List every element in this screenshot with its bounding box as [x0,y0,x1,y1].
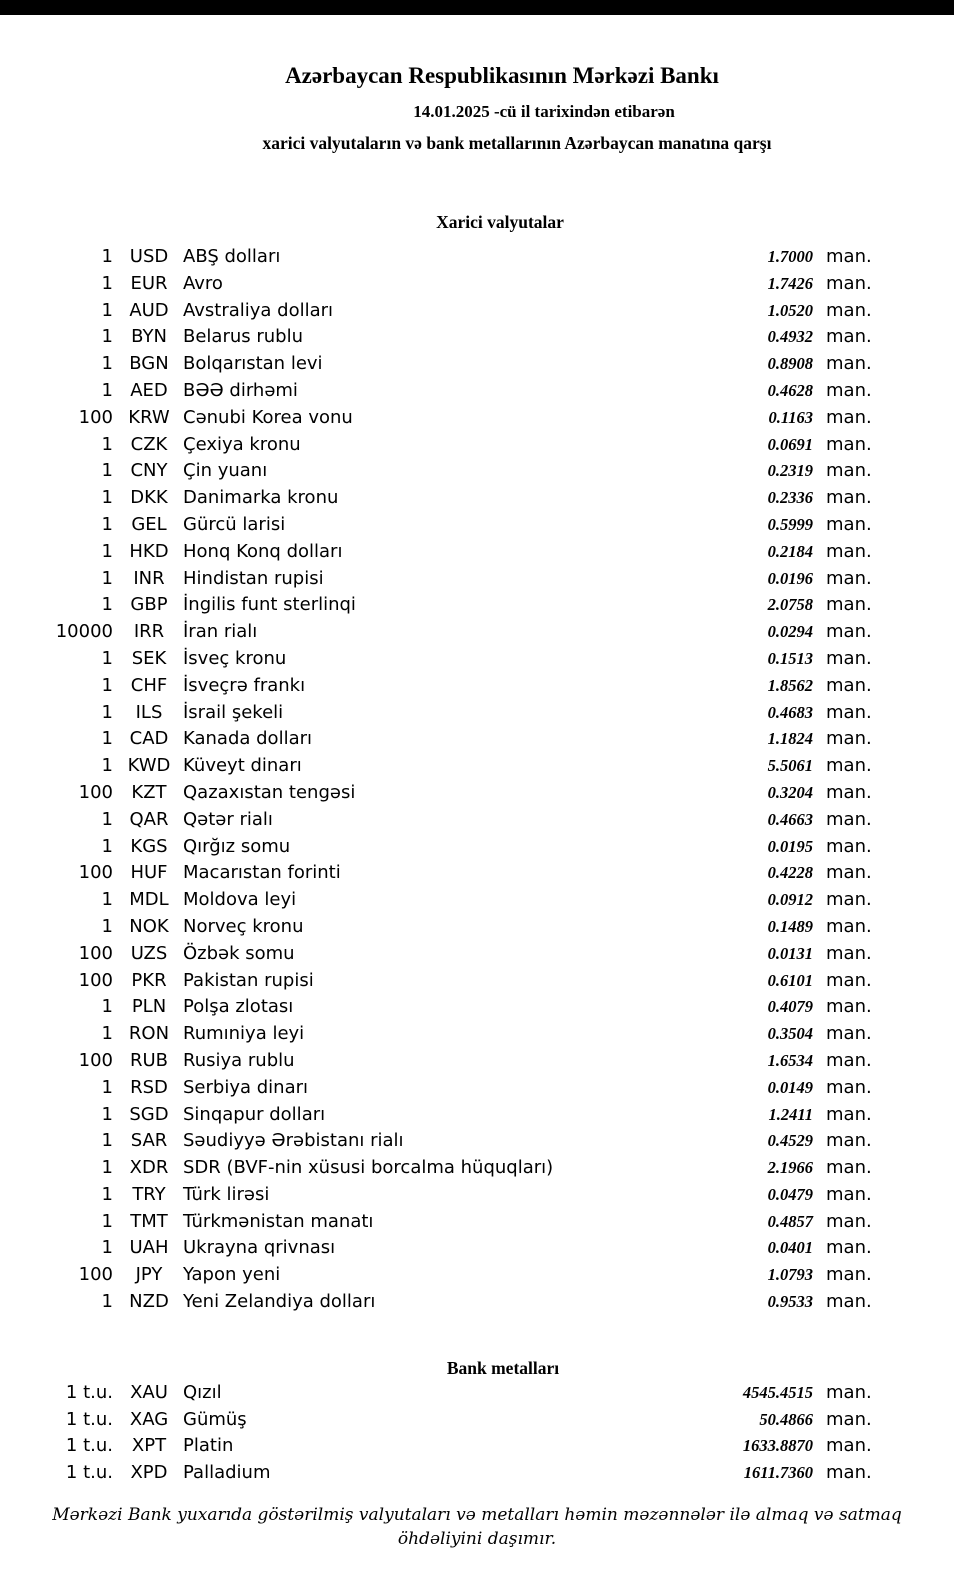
currency-name: Çexiya kronu [183,433,301,455]
currency-name: İsrail şekeli [183,701,284,723]
rate-value: 1.8562 [767,675,813,695]
currency-code: PKR [131,969,167,991]
currency-name: Avro [183,272,223,294]
rate-value: 0.3504 [767,1024,813,1044]
unit-label: man. [826,1130,872,1152]
currency-code: GBP [130,594,168,616]
rate-row [0,1182,954,1209]
rate-quantity: 10000 [55,621,113,643]
unit-label: man. [826,647,872,669]
unit-label: man. [826,1264,872,1286]
currency-name: Qətər rialı [183,808,273,830]
rate-quantity: 100 [78,969,113,991]
currency-name: Macarıstan forinti [183,862,341,884]
rate-row [0,405,954,432]
rate-value: 0.9533 [767,1292,813,1312]
rate-quantity: 1 [101,272,113,294]
currency-name: Küveyt dinarı [183,755,302,777]
unit-label: man. [826,1381,872,1403]
currency-code: KWD [127,755,171,777]
currency-name: Hindistan rupisi [183,567,324,589]
rate-value: 0.4932 [767,327,813,347]
currency-name: Kanada dolları [183,728,313,750]
effective-date-line: 14.01.2025 -cü il tarixindən etibarən [413,102,675,121]
rate-row [0,1075,954,1102]
rate-value: 0.0479 [767,1184,813,1204]
currency-name: Çin yuanı [183,460,268,482]
rate-row [0,914,954,941]
rate-quantity: 1 [101,808,113,830]
unit-label: man. [826,969,872,991]
rate-value: 0.2336 [767,488,813,508]
currency-name: ABŞ dolları [183,246,281,267]
rate-value: 0.1489 [767,916,813,936]
rate-quantity: 1 [101,1103,113,1125]
rate-quantity: 100 [78,1264,113,1286]
rate-quantity: 1 [101,513,113,535]
rate-quantity: 100 [78,862,113,884]
currency-code: SEK [131,647,167,669]
rate-quantity: 1 t.u. [65,1381,113,1403]
unit-label: man. [826,1023,872,1045]
currency-name: Belarus rublu [183,326,304,348]
rate-quantity: 100 [78,406,113,428]
unit-label: man. [826,1049,872,1071]
unit-label: man. [826,246,872,267]
currency-name: Yeni Zelandiya dolları [183,1291,376,1313]
rate-row [0,351,954,378]
rate-row [0,298,954,325]
currency-code: UAH [129,1237,169,1259]
unit-label: man. [826,299,872,321]
rate-quantity: 1 [101,594,113,616]
unit-label: man. [826,915,872,937]
rate-row [0,780,954,807]
unit-label: man. [826,1183,872,1205]
currency-code: QAR [129,808,169,830]
rate-row [0,646,954,673]
currency-code: AED [130,379,168,401]
rate-value: 2.0758 [767,595,813,615]
rate-row [0,700,954,727]
rate-value: 1.6534 [767,1050,813,1070]
currency-code: CNY [130,460,168,482]
rate-value: 4545.4515 [742,1382,813,1402]
currency-code: USD [129,246,169,267]
currency-code: XAU [130,1381,168,1403]
rate-quantity: 1 [101,433,113,455]
rate-value: 1633.8870 [742,1436,813,1456]
rate-value: 0.0149 [767,1077,813,1097]
metals-section-heading: Bank metalları [446,1357,560,1378]
rate-quantity: 100 [78,781,113,803]
rate-value: 1.2411 [768,1104,813,1124]
rate-value: 0.0401 [767,1238,813,1258]
currency-name: Türkmənistan manatı [183,1210,374,1232]
currency-code: XDR [129,1157,169,1179]
currency-name: Gürcü larisi [183,513,286,535]
unit-label: man. [826,1210,872,1232]
currency-code: EUR [130,272,168,294]
rate-value: 0.8908 [767,354,813,374]
unit-label: man. [826,326,872,348]
unit-label: man. [826,567,872,589]
currency-name: Qazaxıstan tengəsi [183,781,356,803]
unit-label: man. [826,1103,872,1125]
rate-row [0,994,954,1021]
rate-quantity: 1 [101,1130,113,1152]
currency-name: Qızıl [183,1381,222,1403]
rate-quantity: 100 [78,942,113,964]
rate-quantity: 1 [101,1183,113,1205]
rate-row [0,1433,954,1460]
rate-quantity: 1 [101,1210,113,1232]
currency-name: Danimarka kronu [183,487,339,509]
unit-label: man. [826,433,872,455]
currency-code: CHF [130,674,168,696]
rate-quantity: 1 [101,1291,113,1313]
rate-row [0,539,954,566]
rate-value: 0.2319 [767,461,813,481]
currency-code: UZS [130,942,168,964]
currency-name: SDR (BVF-nin xüsusi borcalma hüquqları) [183,1157,554,1179]
unit-label: man. [826,1076,872,1098]
top-black-bar [0,0,954,15]
rate-value: 0.0195 [767,836,813,856]
unit-label: man. [826,728,872,750]
rate-quantity: 1 t.u. [65,1408,113,1430]
unit-label: man. [826,889,872,911]
rate-value: 1.1824 [767,729,813,749]
rate-row [0,1380,954,1407]
currency-name: İsveç kronu [183,647,287,669]
rate-value: 0.4663 [767,809,813,829]
currency-code: RSD [130,1076,168,1098]
rate-row [0,566,954,593]
currency-name: İsveçrə frankı [183,674,306,696]
rate-quantity: 1 [101,246,113,267]
unit-label: man. [826,1435,872,1457]
page-title: Azərbaycan Respublikasının Mərkəzi Bankı [285,63,719,88]
currency-name: İran rialı [183,621,258,643]
rate-row [0,1048,954,1075]
currency-code: CZK [130,433,168,455]
rate-quantity: 1 [101,1076,113,1098]
rate-value: 50.4866 [759,1409,813,1429]
rate-value: 0.4628 [767,380,813,400]
unit-label: man. [826,487,872,509]
unit-label: man. [826,942,872,964]
rate-row [0,887,954,914]
unit-label: man. [826,1157,872,1179]
rate-value: 0.0912 [767,890,813,910]
rate-quantity: 1 t.u. [65,1435,113,1457]
currency-code: ILS [135,701,163,723]
currency-code: KZT [131,781,167,803]
currency-code: KGS [130,835,168,857]
currency-code: TRY [132,1183,166,1205]
currency-code: RUB [129,1049,169,1071]
rate-quantity: 100 [78,1049,113,1071]
rate-row [0,458,954,485]
currency-code: NOK [129,915,169,937]
currency-name: Sinqapur dolları [183,1103,326,1125]
rate-quantity: 1 [101,487,113,509]
rate-value: 0.3204 [767,782,813,802]
unit-label: man. [826,513,872,535]
currency-name: Polşa zlotası [183,996,294,1018]
rate-value: 0.0691 [767,434,813,454]
unit-label: man. [826,406,872,428]
unit-label: man. [826,862,872,884]
currency-name: Gümüş [183,1408,247,1430]
currency-name: Norveç kronu [183,915,304,937]
currency-name: Özbək somu [183,942,295,964]
rate-quantity: 1 [101,996,113,1018]
rate-value: 1.7000 [767,247,813,266]
rate-row [0,1128,954,1155]
rate-row [0,1235,954,1262]
rate-quantity: 1 [101,299,113,321]
unit-label: man. [826,379,872,401]
currency-code: PLN [131,996,167,1018]
unit-label: man. [826,621,872,643]
rate-quantity: 1 [101,326,113,348]
rate-quantity: 1 [101,674,113,696]
rate-quantity: 1 [101,353,113,375]
rate-quantity: 1 t.u. [65,1462,113,1484]
rate-row [0,860,954,887]
rate-quantity: 1 [101,889,113,911]
rate-row [0,271,954,298]
rate-quantity: 1 [101,915,113,937]
unit-label: man. [826,1237,872,1259]
rate-row [0,1155,954,1182]
rate-row [0,834,954,861]
rate-value: 0.6101 [767,970,813,990]
rate-value: 5.5061 [767,756,813,776]
currency-code: JPY [135,1264,163,1286]
currency-name: Səudiyyə Ərəbistanı rialı [183,1130,404,1152]
rate-row [0,432,954,459]
rate-row [0,1021,954,1048]
currency-name: Moldova leyi [183,889,297,911]
rate-row [0,1102,954,1129]
rate-row [0,941,954,968]
currency-code: BGN [129,353,169,375]
currency-code: RON [128,1023,170,1045]
currency-rate-table [0,244,954,1316]
rate-quantity: 1 [101,1237,113,1259]
currency-code: DKK [130,487,168,509]
rate-value: 1.0793 [767,1265,813,1285]
rate-quantity: 1 [101,755,113,777]
currency-name: Rusiya rublu [183,1049,295,1071]
currency-code: AUD [129,299,169,321]
rate-value: 1611.7360 [743,1463,813,1483]
currency-name: Bolqarıstan levi [183,353,323,375]
currency-name: Honq Konq dolları [183,540,343,562]
unit-label: man. [826,594,872,616]
rate-row [0,619,954,646]
currency-code: HUF [130,862,168,884]
rate-quantity: 1 [101,567,113,589]
unit-label: man. [826,808,872,830]
rate-row [0,807,954,834]
rate-value: 0.4683 [767,702,813,722]
rate-value: 1.0520 [767,300,813,320]
currency-name: İngilis funt sterlinqi [183,594,356,616]
currency-code: HKD [129,540,169,562]
currency-code: XAG [129,1408,169,1430]
rate-value: 0.1163 [768,407,813,427]
rate-quantity: 1 [101,647,113,669]
currency-name: Avstraliya dolları [183,299,334,321]
rate-row [0,244,954,271]
currency-code: BYN [131,326,167,348]
rate-quantity: 1 [101,540,113,562]
rate-quantity: 1 [101,728,113,750]
rate-quantity: 1 [101,379,113,401]
unit-label: man. [826,540,872,562]
unit-label: man. [826,755,872,777]
rate-quantity: 1 [101,835,113,857]
page-subtitle: xarici valyutaların və bank metallarının Azərbaycan manatına qarşı [262,133,772,153]
rate-row [0,512,954,539]
currency-name: Platin [183,1435,234,1457]
currency-name: Ukrayna qrivnası [183,1237,336,1259]
currencies-section-heading: Xarici valyutalar [436,212,564,232]
currency-code: KRW [128,406,170,428]
rate-row [0,1209,954,1236]
currency-code: MDL [129,889,169,911]
rate-value: 0.0294 [767,622,813,642]
rate-value: 0.1513 [767,648,813,668]
currency-name: Serbiya dinarı [183,1076,308,1098]
rate-row [0,1407,954,1434]
currency-code: TMT [130,1210,168,1232]
currency-code: XPD [130,1462,168,1484]
currency-name: Türk lirəsi [183,1183,270,1205]
currency-name: Palladium [183,1462,271,1484]
rate-row [0,1289,954,1316]
rate-value: 2.1966 [767,1158,813,1178]
unit-label: man. [826,701,872,723]
rate-row [0,968,954,995]
rate-row [0,378,954,405]
currency-code: CAD [129,728,169,750]
currency-code: IRR [133,621,165,643]
rate-row [0,324,954,351]
currency-code: GEL [131,513,167,535]
rate-value: 0.4228 [767,863,813,883]
rate-row [0,753,954,780]
unit-label: man. [826,996,872,1018]
rate-quantity: 1 [101,1023,113,1045]
rate-value: 0.0131 [767,943,813,963]
unit-label: man. [826,1462,872,1484]
rate-value: 0.4529 [767,1131,813,1151]
currency-code: XPT [131,1435,167,1457]
rate-row [0,726,954,753]
rate-value: 0.5999 [767,514,813,534]
rate-quantity: 1 [101,701,113,723]
currency-code: SAR [130,1130,168,1152]
currency-name: BƏƏ dirhəmi [183,379,298,401]
unit-label: man. [826,460,872,482]
rate-row [0,485,954,512]
currency-code: NZD [129,1291,169,1313]
unit-label: man. [826,674,872,696]
rate-value: 0.2184 [767,541,813,561]
rate-value: 0.4079 [767,997,813,1017]
rate-value: 0.0196 [767,568,813,588]
metal-rate-table [0,1380,954,1487]
rate-quantity: 1 [101,460,113,482]
rate-row [0,673,954,700]
currency-name: Pakistan rupisi [183,969,314,991]
unit-label: man. [826,781,872,803]
currency-code: INR [133,567,165,589]
disclaimer-text: Mərkəzi Bank yuxarıda göstərilmiş valyutaları və metalları həmin məzənnələr ilə almaq və satmaq öhdəliyini daşımır. [52,1505,902,1550]
unit-label: man. [826,353,872,375]
rate-row [0,592,954,619]
currency-name: Qırğız somu [183,835,291,857]
rate-value: 0.4857 [767,1211,813,1231]
rate-value: 1.7426 [767,273,813,293]
unit-label: man. [826,835,872,857]
rate-row [0,1262,954,1289]
rate-row [0,1460,954,1487]
currency-code: SGD [129,1103,169,1125]
unit-label: man. [826,1408,872,1430]
currency-name: Cənubi Korea vonu [183,406,353,428]
unit-label: man. [826,272,872,294]
currency-name: Yapon yeni [183,1264,281,1286]
rate-quantity: 1 [101,1157,113,1179]
unit-label: man. [826,1291,872,1313]
currency-name: Rumıniya leyi [183,1023,305,1045]
